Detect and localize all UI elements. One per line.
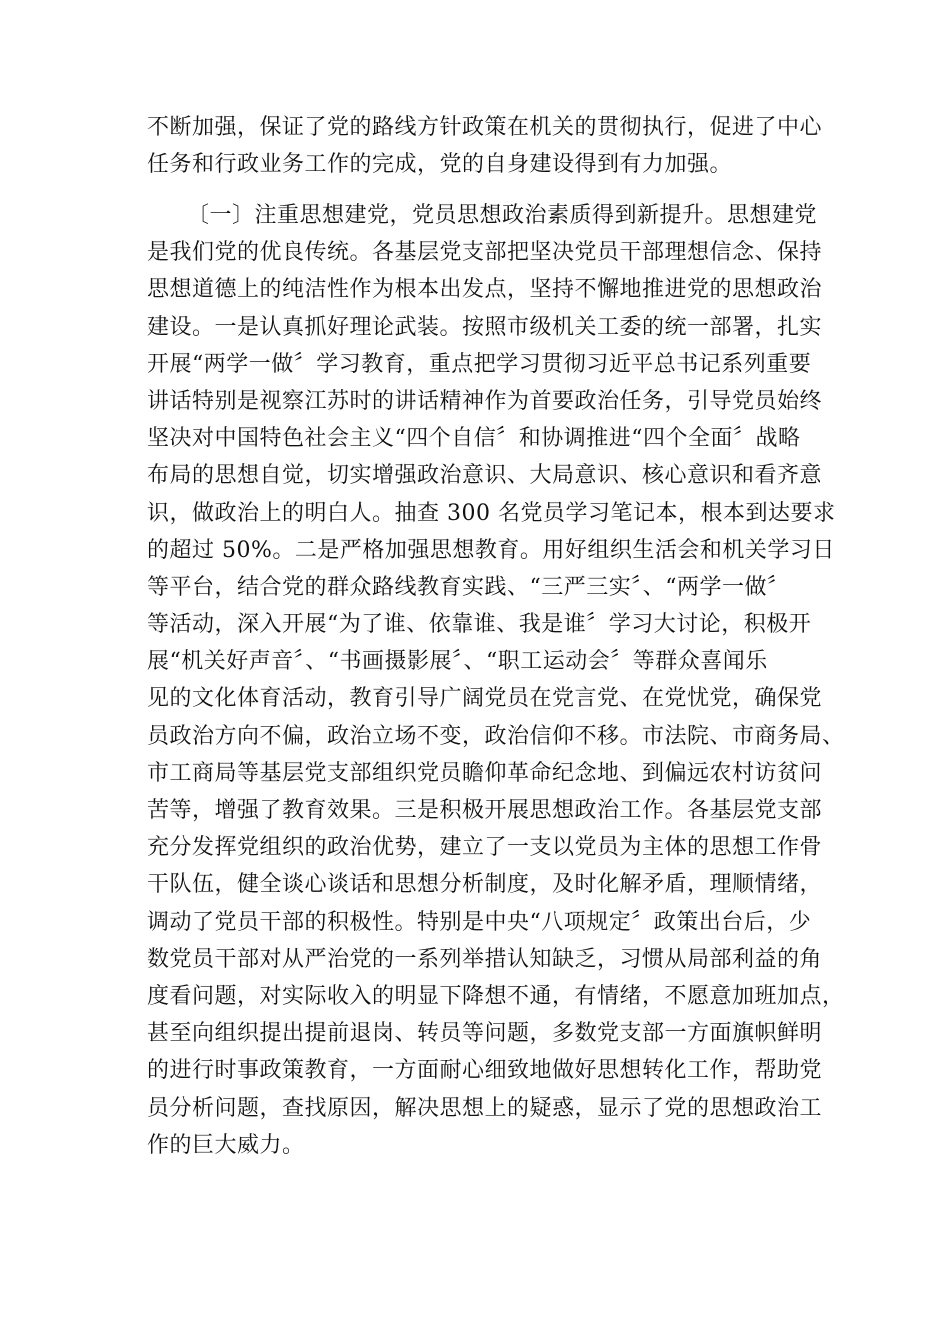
text-line: 布局的思想自觉，切实增强政治意识、大局意识、核心意识和看齐意 — [147, 463, 823, 489]
text-line: 数党员干部对从严治党的一系列举措认知缺乏，习惯从局部利益的角 — [147, 946, 823, 972]
paragraph-ideological-building — [147, 197, 845, 1164]
text-line: 建设。一是认真抓好理论武装。按照市级机关工委的统一部署，扎实 — [147, 314, 823, 340]
text-line: 是我们党的优良传统。各基层党支部把坚决党员干部理想信念、保持 — [147, 240, 823, 266]
text-line: 识，做政治上的明白人。抽查 300 名党员学习笔记本，根本到达要求 — [147, 500, 836, 526]
text-line: 充分发挥党组织的政治优势，建立了一支以党员为主体的思想工作骨 — [147, 835, 823, 861]
text-line: 展“机关好声音〞、“书画摄影展〞、“职工运动会〞等群众喜闻乐 — [147, 649, 768, 675]
text-line: 度看问题，对实际收入的明显下降想不通，有情绪，不愿意加班加点， — [147, 983, 845, 1009]
text-line: 甚至向组织提出提前退岗、转员等问题，多数党支部一方面旗帜鲜明 — [147, 1021, 823, 1047]
paragraph-continuation — [147, 109, 823, 183]
text-line: 调动了党员干部的积极性。特别是中央“八项规定〞政策出台后，少 — [147, 909, 812, 935]
text-line: 员分析问题，查找原因，解决思想上的疑惑，显示了党的思想政治工 — [147, 1095, 823, 1121]
text-line: 干队伍，健全谈心谈话和思想分析制度，及时化解矛盾，理顺情绪， — [147, 872, 823, 898]
text-line: 作的巨大威力。 — [147, 1132, 305, 1158]
text-line: 开展“两学一做〞学习教育，重点把学习贯彻习近平总书记系列重要 — [147, 351, 812, 377]
text-line: 等活动，深入开展“为了谁、依靠谁、我是谁〞学习大讨论，积极开 — [147, 612, 812, 638]
text-line: 讲话特别是视察江苏时的讲话精神作为首要政治任务，引导党员始终 — [147, 388, 823, 414]
text-line: 的超过 50%。二是严格加强思想教育。用好组织生活会和机关学习日 — [147, 537, 835, 563]
text-line: 见的文化体育活动，教育引导广阔党员在党言党、在党忧党，确保党 — [147, 686, 823, 712]
text-line: 员政治方向不偏，政治立场不变，政治信仰不移。市法院、市商务局、 — [147, 723, 845, 749]
text-line: 等平台，结合党的群众路线教育实践、“三严三实〞、“两学一做〞 — [147, 574, 790, 600]
text-line: 不断加强，保证了党的路线方针政策在机关的贯彻执行，促进了中心 — [147, 115, 823, 140]
text-line: 的进行时事政策教育，一方面耐心细致地做好思想转化工作，帮助党 — [147, 1058, 823, 1084]
text-line: 市工商局等基层党支部组织党员瞻仰革命纪念地、到偏远农村访贫问 — [147, 760, 823, 786]
text-line: 思想道德上的纯洁性作为根本出发点，坚持不懈地推进党的思想政治 — [147, 277, 823, 303]
text-line: 任务和行政业务工作的完成，党的自身建设得到有力加强。 — [147, 152, 733, 178]
text-line: 〔一〕注重思想建党，党员思想政治素质得到新提升。思想建党 — [187, 203, 818, 228]
text-line: 坚决对中国特色社会主义“四个自信〞和协调推进“四个全面〞战略 — [147, 426, 801, 452]
text-line: 苦等，增强了教育效果。三是积极开展思想政治工作。各基层党支部 — [147, 798, 823, 823]
